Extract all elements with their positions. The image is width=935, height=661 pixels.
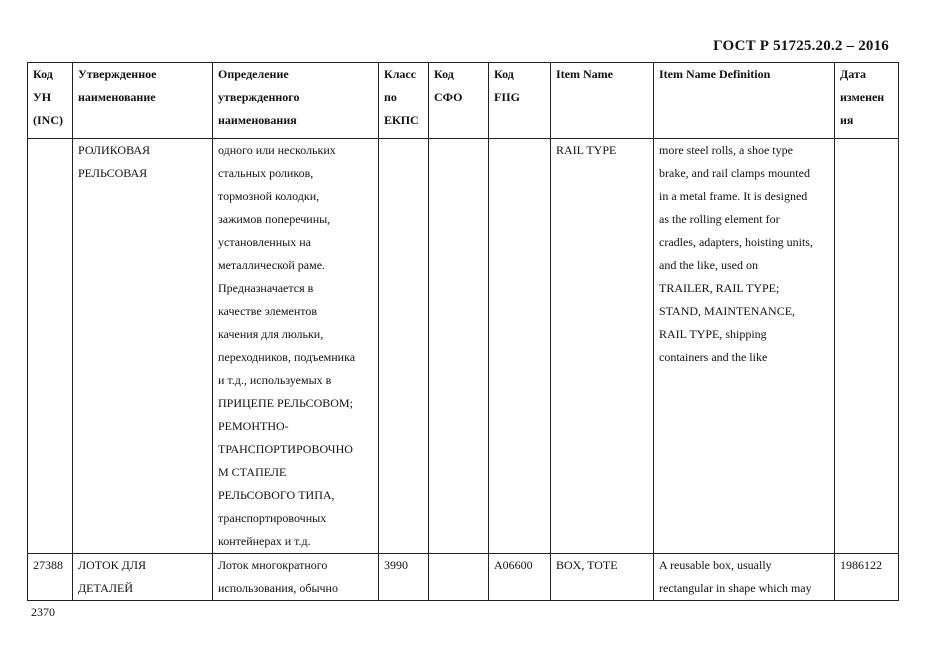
cell-approved-name: РОЛИКОВАЯ РЕЛЬСОВАЯ: [73, 139, 213, 554]
cell-class-ekps: [379, 139, 429, 554]
table-header-row: [28, 63, 899, 139]
cell-definition: одного или нескольких стальных роликов, тормозной колодки, зажимов поперечины, установленных на металлической раме. Предназначается в качестве элементов качения для люльки, переходников, подъемника и т.д., используемых в ПРИЦЕПЕ РЕЛЬСОВОМ; РЕМОНТНО- ТРАНСПОРТИРОВОЧНО М СТАПЕЛЕ РЕЛЬСОВОГО ТИПА, транспортировочных контейнерах и т.д.: [213, 139, 379, 554]
cell-definition: Лоток многократного использования, обычно: [213, 554, 379, 601]
header-class-ekps: Класс по ЕКПС: [379, 63, 429, 139]
cell-item-name-definition: A reusable box, usually rectangular in shape which may: [654, 554, 835, 601]
cell-code-fiig: A06600: [489, 554, 551, 601]
cell-item-name: BOX, TOTE: [551, 554, 654, 601]
cell-item-name: RAIL TYPE: [551, 139, 654, 554]
item-name-table: [27, 62, 899, 601]
cell-inc: [28, 139, 73, 554]
header-change-date: Дата изменен ия: [835, 63, 899, 139]
document-standard-code: ГОСТ Р 51725.20.2 – 2016: [713, 38, 889, 54]
cell-class-ekps: 3990: [379, 554, 429, 601]
header-approved-name: Утвержденное наименование: [73, 63, 213, 139]
header-inc: Код УН (INC): [28, 63, 73, 139]
cell-inc: 27388: [28, 554, 73, 601]
cell-code-fiig: [489, 139, 551, 554]
table-row: [28, 554, 899, 601]
table-row: [28, 139, 899, 554]
cell-change-date: [835, 139, 899, 554]
cell-approved-name: ЛОТОК ДЛЯ ДЕТАЛЕЙ: [73, 554, 213, 601]
header-item-name: Item Name: [551, 63, 654, 139]
header-code-fiig: Код FIIG: [489, 63, 551, 139]
header-code-sfo: Код СФО: [429, 63, 489, 139]
page-number: 2370: [31, 605, 55, 619]
cell-change-date: 1986122: [835, 554, 899, 601]
cell-code-sfo: [429, 554, 489, 601]
cell-code-sfo: [429, 139, 489, 554]
header-item-name-definition: Item Name Definition: [654, 63, 835, 139]
cell-item-name-definition: more steel rolls, a shoe type brake, and rail clamps mounted in a metal frame. It is designed as the rolling element for cradles, adapters, hoisting units, and the like, used on TRAILER, RAIL TYPE; STAND, MAINTENANCE, RAIL TYPE, shipping containers and the like: [654, 139, 835, 554]
header-definition: Определение утвержденного наименования: [213, 63, 379, 139]
